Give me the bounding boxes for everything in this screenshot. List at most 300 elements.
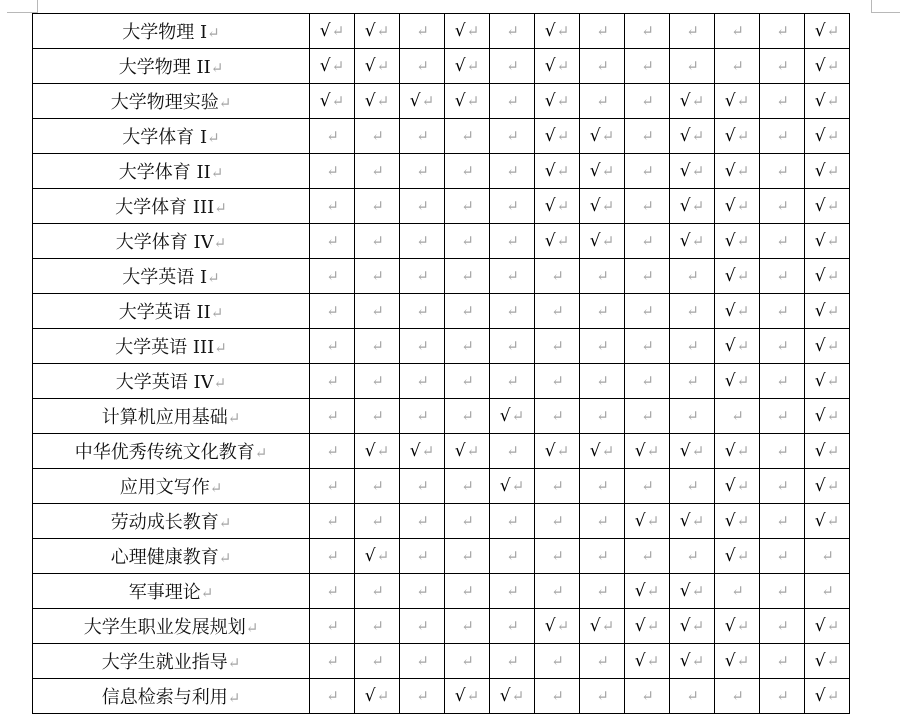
mark-cell (715, 504, 760, 539)
mark-cell (670, 574, 715, 609)
mark-cell (670, 364, 715, 399)
paragraph-mark-icon: ↵ (826, 22, 840, 40)
mark-cell (535, 609, 580, 644)
paragraph-mark-icon: ↵ (551, 337, 564, 355)
paragraph-mark-icon: ↵ (461, 477, 474, 495)
mark-cell (310, 644, 355, 679)
paragraph-mark-icon: ↵ (376, 547, 390, 565)
paragraph-mark-icon: ↵ (371, 512, 384, 530)
course-name-cell (33, 259, 310, 294)
mark-cell (670, 49, 715, 84)
paragraph-mark-icon: ↵ (326, 232, 339, 250)
mark-cell (535, 469, 580, 504)
paragraph-mark-icon: ↵ (551, 267, 564, 285)
paragraph-mark-icon: ↵ (686, 337, 699, 355)
mark-cell (580, 469, 625, 504)
mark-cell (625, 504, 670, 539)
paragraph-mark-icon: ↵ (601, 617, 615, 635)
mark-cell (670, 679, 715, 714)
paragraph-mark-icon: ↵ (736, 92, 750, 110)
paragraph-mark-icon: ↵ (506, 162, 519, 180)
mark-cell (355, 329, 400, 364)
mark-cell (580, 119, 625, 154)
paragraph-mark-icon: ↵ (826, 57, 840, 75)
paragraph-mark-icon: ↵ (686, 687, 699, 705)
mark-cell (625, 539, 670, 574)
course-name-cell (33, 154, 310, 189)
paragraph-mark-icon: ↵ (826, 652, 840, 670)
paragraph-mark-icon: ↵ (227, 689, 241, 707)
mark-cell (715, 84, 760, 119)
table-row (33, 189, 850, 224)
check-icon: √ (409, 91, 421, 111)
check-icon: √ (454, 21, 466, 41)
mark-cell (805, 84, 850, 119)
mark-cell (310, 294, 355, 329)
paragraph-mark-icon: ↵ (556, 162, 570, 180)
paragraph-mark-icon: ↵ (376, 22, 390, 40)
paragraph-mark-icon: ↵ (461, 162, 474, 180)
course-name: 大学体育 III (115, 197, 215, 218)
paragraph-mark-icon: ↵ (551, 547, 564, 565)
mark-cell (625, 644, 670, 679)
mark-cell (490, 364, 535, 399)
mark-cell (805, 469, 850, 504)
mark-cell (535, 119, 580, 154)
check-icon: √ (319, 21, 331, 41)
paragraph-mark-icon: ↵ (371, 582, 384, 600)
mark-cell (490, 119, 535, 154)
mark-cell (355, 644, 400, 679)
paragraph-mark-icon: ↵ (776, 512, 789, 530)
paragraph-mark-icon: ↵ (376, 687, 390, 705)
check-icon: √ (589, 161, 601, 181)
mark-cell (625, 434, 670, 469)
check-icon: √ (454, 56, 466, 76)
check-icon: √ (679, 91, 691, 111)
course-name: 应用文写作 (119, 477, 210, 498)
paragraph-mark-icon: ↵ (826, 337, 840, 355)
mark-cell (580, 294, 625, 329)
table-row (33, 259, 850, 294)
mark-cell (355, 154, 400, 189)
paragraph-mark-icon: ↵ (326, 372, 339, 390)
paragraph-mark-icon: ↵ (731, 582, 744, 600)
paragraph-mark-icon: ↵ (466, 92, 480, 110)
paragraph-mark-icon: ↵ (371, 197, 384, 215)
course-name: 军事理论 (128, 582, 201, 603)
mark-cell (355, 49, 400, 84)
check-icon: √ (814, 651, 826, 671)
paragraph-mark-icon: ↵ (551, 477, 564, 495)
paragraph-mark-icon: ↵ (556, 57, 570, 75)
mark-cell (355, 84, 400, 119)
paragraph-mark-icon: ↵ (506, 442, 519, 460)
paragraph-mark-icon: ↵ (686, 57, 699, 75)
mark-cell (355, 119, 400, 154)
paragraph-mark-icon: ↵ (641, 92, 654, 110)
paragraph-mark-icon: ↵ (466, 687, 480, 705)
mark-cell (580, 329, 625, 364)
paragraph-mark-icon: ↵ (461, 127, 474, 145)
check-icon: √ (724, 476, 736, 496)
paragraph-mark-icon: ↵ (596, 477, 609, 495)
paragraph-mark-icon: ↵ (416, 127, 429, 145)
paragraph-mark-icon: ↵ (776, 442, 789, 460)
paragraph-mark-icon: ↵ (416, 477, 429, 495)
paragraph-mark-icon: ↵ (506, 337, 519, 355)
paragraph-mark-icon: ↵ (506, 512, 519, 530)
paragraph-mark-icon: ↵ (641, 547, 654, 565)
paragraph-mark-icon: ↵ (826, 162, 840, 180)
paragraph-mark-icon: ↵ (416, 162, 429, 180)
course-name-cell (33, 49, 310, 84)
mark-cell (760, 469, 805, 504)
mark-cell (670, 644, 715, 679)
check-icon: √ (679, 616, 691, 636)
mark-cell (715, 399, 760, 434)
mark-cell (400, 539, 445, 574)
mark-cell (580, 609, 625, 644)
check-icon: √ (634, 441, 646, 461)
paragraph-mark-icon: ↵ (776, 197, 789, 215)
mark-cell (490, 399, 535, 434)
check-icon: √ (499, 406, 511, 426)
paragraph-mark-icon: ↵ (551, 652, 564, 670)
check-icon: √ (544, 441, 556, 461)
course-name-cell (33, 574, 310, 609)
mark-cell (670, 469, 715, 504)
paragraph-mark-icon: ↵ (371, 617, 384, 635)
paragraph-mark-icon: ↵ (736, 267, 750, 285)
check-icon: √ (454, 686, 466, 706)
mark-cell (580, 539, 625, 574)
mark-cell (445, 189, 490, 224)
check-icon: √ (544, 231, 556, 251)
paragraph-mark-icon: ↵ (227, 409, 241, 427)
mark-cell (445, 14, 490, 49)
paragraph-mark-icon: ↵ (506, 582, 519, 600)
mark-cell (760, 119, 805, 154)
mark-cell (490, 679, 535, 714)
mark-cell (625, 154, 670, 189)
paragraph-mark-icon: ↵ (646, 582, 660, 600)
mark-cell (625, 574, 670, 609)
paragraph-mark-icon: ↵ (506, 232, 519, 250)
check-icon: √ (814, 161, 826, 181)
paragraph-mark-icon: ↵ (736, 372, 750, 390)
mark-cell (805, 364, 850, 399)
paragraph-mark-icon: ↵ (826, 617, 840, 635)
mark-cell (490, 644, 535, 679)
mark-cell (580, 224, 625, 259)
mark-cell (400, 224, 445, 259)
check-icon: √ (544, 56, 556, 76)
paragraph-mark-icon: ↵ (209, 479, 223, 497)
paragraph-mark-icon: ↵ (691, 232, 705, 250)
paragraph-mark-icon: ↵ (776, 652, 789, 670)
paragraph-mark-icon: ↵ (556, 127, 570, 145)
mark-cell (445, 679, 490, 714)
mark-cell (355, 224, 400, 259)
paragraph-mark-icon: ↵ (641, 22, 654, 40)
mark-cell (535, 49, 580, 84)
mark-cell (715, 294, 760, 329)
mark-cell (445, 434, 490, 469)
paragraph-mark-icon: ↵ (245, 619, 259, 637)
mark-cell (715, 329, 760, 364)
check-icon: √ (364, 441, 376, 461)
course-name: 大学物理 II (118, 57, 211, 78)
check-icon: √ (544, 161, 556, 181)
course-name-cell (33, 329, 310, 364)
mark-cell (670, 399, 715, 434)
mark-cell (535, 399, 580, 434)
check-icon: √ (364, 56, 376, 76)
mark-cell (355, 399, 400, 434)
paragraph-mark-icon: ↵ (416, 372, 429, 390)
paragraph-mark-icon: ↵ (826, 407, 840, 425)
paragraph-mark-icon: ↵ (326, 337, 339, 355)
course-name: 劳动成长教育 (110, 512, 219, 533)
paragraph-mark-icon: ↵ (776, 687, 789, 705)
paragraph-mark-icon: ↵ (776, 127, 789, 145)
table-row (33, 504, 850, 539)
mark-cell (580, 504, 625, 539)
mark-cell (760, 84, 805, 119)
paragraph-mark-icon: ↵ (214, 199, 227, 217)
mark-cell (355, 609, 400, 644)
paragraph-mark-icon: ↵ (596, 337, 609, 355)
paragraph-mark-icon: ↵ (466, 442, 480, 460)
paragraph-mark-icon: ↵ (736, 652, 750, 670)
paragraph-mark-icon: ↵ (326, 547, 339, 565)
paragraph-mark-icon: ↵ (371, 302, 384, 320)
paragraph-mark-icon: ↵ (776, 617, 789, 635)
paragraph-mark-icon: ↵ (506, 547, 519, 565)
mark-cell (715, 364, 760, 399)
paragraph-mark-icon: ↵ (466, 22, 480, 40)
course-name-cell (33, 609, 310, 644)
paragraph-mark-icon: ↵ (371, 407, 384, 425)
mark-cell (310, 154, 355, 189)
mark-cell (310, 189, 355, 224)
paragraph-mark-icon: ↵ (506, 302, 519, 320)
check-icon: √ (634, 511, 646, 531)
check-icon: √ (724, 546, 736, 566)
paragraph-mark-icon: ↵ (641, 687, 654, 705)
check-icon: √ (814, 511, 826, 531)
paragraph-mark-icon: ↵ (686, 267, 699, 285)
course-name: 心理健康教育 (110, 547, 219, 568)
check-icon: √ (814, 301, 826, 321)
paragraph-mark-icon: ↵ (506, 92, 519, 110)
paragraph-mark-icon: ↵ (596, 22, 609, 40)
mark-cell (400, 399, 445, 434)
paragraph-mark-icon: ↵ (826, 512, 840, 530)
paragraph-mark-icon: ↵ (326, 582, 339, 600)
mark-cell (760, 679, 805, 714)
check-icon: √ (814, 371, 826, 391)
mark-cell (490, 259, 535, 294)
paragraph-mark-icon: ↵ (416, 617, 429, 635)
paragraph-mark-icon: ↵ (326, 477, 339, 495)
paragraph-mark-icon: ↵ (776, 232, 789, 250)
paragraph-mark-icon: ↵ (416, 652, 429, 670)
mark-cell (535, 539, 580, 574)
mark-cell (535, 679, 580, 714)
paragraph-mark-icon: ↵ (556, 442, 570, 460)
paragraph-mark-icon: ↵ (641, 337, 654, 355)
paragraph-mark-icon: ↵ (731, 22, 744, 40)
paragraph-mark-icon: ↵ (601, 232, 615, 250)
course-name-cell (33, 399, 310, 434)
mark-cell (445, 469, 490, 504)
paragraph-mark-icon: ↵ (207, 24, 220, 42)
mark-cell (715, 644, 760, 679)
mark-cell (805, 644, 850, 679)
check-icon: √ (814, 126, 826, 146)
course-name: 大学生就业指导 (101, 652, 228, 673)
mark-cell (535, 294, 580, 329)
paragraph-mark-icon: ↵ (691, 197, 705, 215)
course-name: 大学英语 I (122, 267, 208, 288)
paragraph-mark-icon: ↵ (646, 442, 660, 460)
paragraph-mark-icon: ↵ (461, 547, 474, 565)
paragraph-mark-icon: ↵ (461, 512, 474, 530)
paragraph-mark-icon: ↵ (691, 512, 705, 530)
paragraph-mark-icon: ↵ (461, 197, 474, 215)
check-icon: √ (544, 21, 556, 41)
mark-cell (670, 609, 715, 644)
paragraph-mark-icon: ↵ (326, 127, 339, 145)
check-icon: √ (634, 651, 646, 671)
paragraph-mark-icon: ↵ (506, 372, 519, 390)
course-name-cell (33, 644, 310, 679)
course-name-cell (33, 294, 310, 329)
check-icon: √ (589, 616, 601, 636)
check-icon: √ (454, 91, 466, 111)
mark-cell (400, 329, 445, 364)
paragraph-mark-icon: ↵ (326, 652, 339, 670)
table-row (33, 609, 850, 644)
mark-cell (625, 259, 670, 294)
mark-cell (490, 84, 535, 119)
check-icon: √ (679, 441, 691, 461)
paragraph-mark-icon: ↵ (376, 57, 390, 75)
paragraph-mark-icon: ↵ (736, 547, 750, 565)
mark-cell (355, 434, 400, 469)
mark-cell (400, 469, 445, 504)
paragraph-mark-icon: ↵ (821, 547, 834, 565)
paragraph-mark-icon: ↵ (326, 197, 339, 215)
paragraph-mark-icon: ↵ (686, 477, 699, 495)
check-icon: √ (724, 196, 736, 216)
mark-cell (805, 119, 850, 154)
paragraph-mark-icon: ↵ (596, 302, 609, 320)
mark-cell (580, 434, 625, 469)
mark-cell (445, 49, 490, 84)
table-row (33, 364, 850, 399)
mark-cell (625, 224, 670, 259)
mark-cell (715, 259, 760, 294)
mark-cell (715, 679, 760, 714)
mark-cell (400, 259, 445, 294)
mark-cell (625, 609, 670, 644)
course-name-cell (33, 189, 310, 224)
paragraph-mark-icon: ↵ (218, 94, 232, 112)
paragraph-mark-icon: ↵ (641, 302, 654, 320)
paragraph-mark-icon: ↵ (826, 232, 840, 250)
mark-cell (445, 574, 490, 609)
check-icon: √ (589, 441, 601, 461)
paragraph-mark-icon: ↵ (731, 407, 744, 425)
mark-cell (400, 119, 445, 154)
paragraph-mark-icon: ↵ (506, 57, 519, 75)
paragraph-mark-icon: ↵ (736, 302, 750, 320)
mark-cell (625, 329, 670, 364)
mark-cell (760, 399, 805, 434)
paragraph-mark-icon: ↵ (596, 372, 609, 390)
paragraph-mark-icon: ↵ (641, 197, 654, 215)
paragraph-mark-icon: ↵ (691, 617, 705, 635)
mark-cell (445, 119, 490, 154)
mark-cell (805, 14, 850, 49)
paragraph-mark-icon: ↵ (326, 512, 339, 530)
mark-cell (400, 49, 445, 84)
table-row (33, 399, 850, 434)
mark-cell (400, 154, 445, 189)
paragraph-mark-icon: ↵ (461, 582, 474, 600)
mark-cell (625, 399, 670, 434)
check-icon: √ (724, 161, 736, 181)
mark-cell (400, 84, 445, 119)
paragraph-mark-icon: ↵ (506, 197, 519, 215)
mark-cell (355, 679, 400, 714)
course-matrix-table (32, 13, 850, 714)
mark-cell (625, 49, 670, 84)
course-name: 大学体育 IV (115, 232, 214, 253)
mark-cell (535, 189, 580, 224)
mark-cell (580, 154, 625, 189)
mark-cell (445, 259, 490, 294)
paragraph-mark-icon: ↵ (556, 92, 570, 110)
paragraph-mark-icon: ↵ (371, 372, 384, 390)
paragraph-mark-icon: ↵ (376, 92, 390, 110)
course-matrix-body (33, 14, 850, 714)
paragraph-mark-icon: ↵ (421, 92, 435, 110)
mark-cell (490, 14, 535, 49)
course-name-cell (33, 224, 310, 259)
paragraph-mark-icon: ↵ (776, 582, 789, 600)
mark-cell (445, 539, 490, 574)
mark-cell (445, 644, 490, 679)
mark-cell (535, 154, 580, 189)
check-icon: √ (814, 21, 826, 41)
mark-cell (805, 154, 850, 189)
paragraph-mark-icon: ↵ (461, 337, 474, 355)
check-icon: √ (724, 231, 736, 251)
check-icon: √ (724, 511, 736, 531)
paragraph-mark-icon: ↵ (416, 22, 429, 40)
paragraph-mark-icon: ↵ (646, 652, 660, 670)
mark-cell (805, 224, 850, 259)
mark-cell (805, 49, 850, 84)
mark-cell (670, 84, 715, 119)
mark-cell (715, 469, 760, 504)
mark-cell (760, 189, 805, 224)
table-row (33, 574, 850, 609)
